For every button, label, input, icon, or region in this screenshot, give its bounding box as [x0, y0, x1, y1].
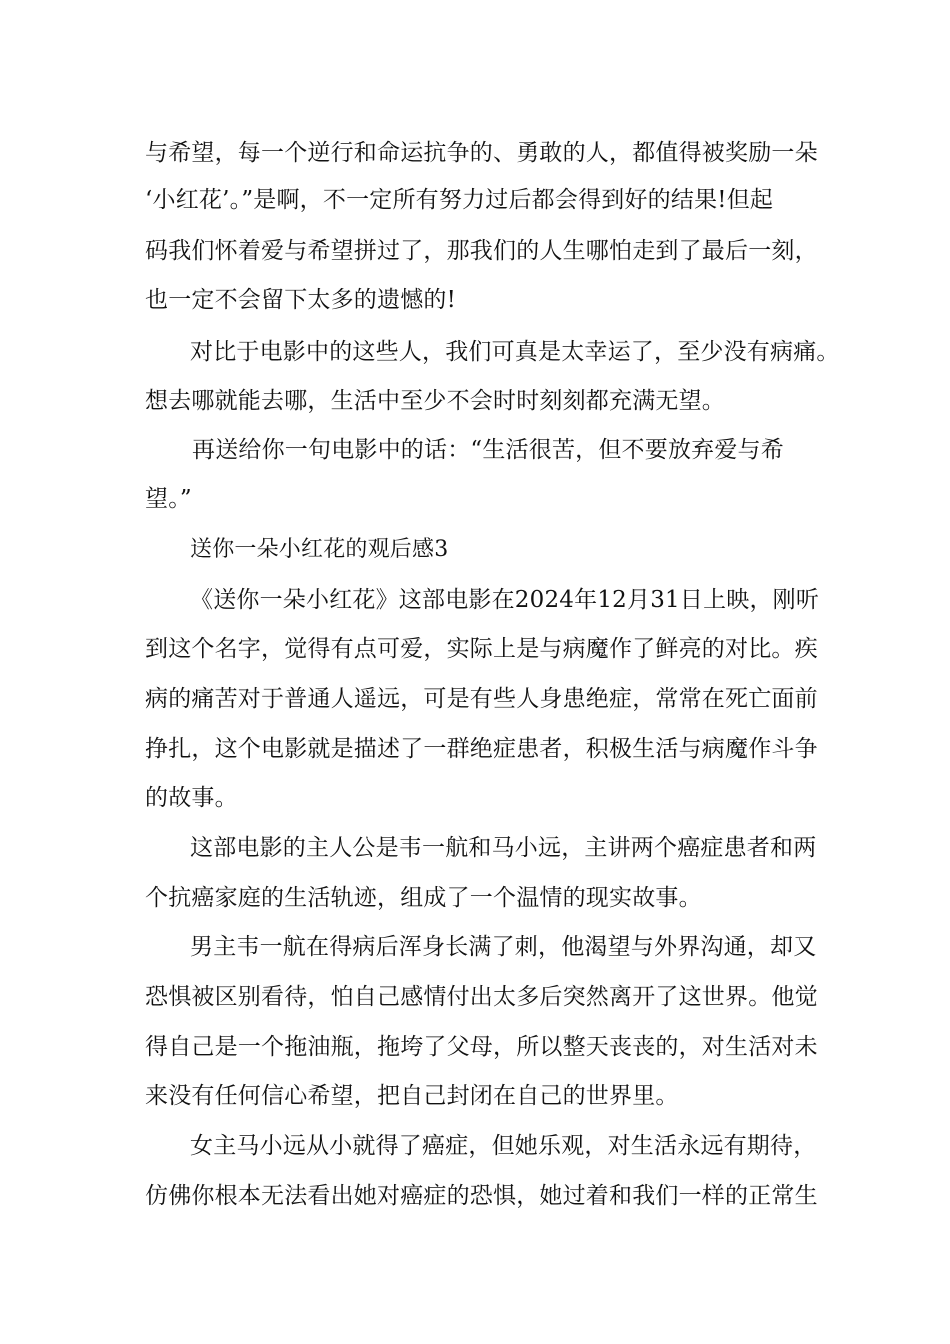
text-line: 病的痛苦对于普通人遥远，可是有些人身患绝症，常常在死亡面前 — [145, 686, 818, 712]
text-line: 恐惧被区别看待，怕自己感情付出太多后突然离开了这世界。他觉 — [145, 984, 818, 1010]
text-line: 挣扎，这个电影就是描述了一群绝症患者，积极生活与病魔作斗争 — [145, 736, 818, 762]
text-line: 《送你一朵小红花》这部电影在2024年12月31日上映，刚听 — [190, 587, 820, 613]
text-line: 想去哪就能去哪，生活中至少不会时时刻刻都充满无望。 — [145, 388, 725, 414]
text-line: 来没有任何信心希望，把自己封闭在自己的世界里。 — [145, 1083, 679, 1109]
text-line: 再送给你一句电影中的话：“生活很苦，但不要放弃爱与希 — [192, 437, 784, 463]
text-line: 也一定不会留下太多的遗憾的! — [145, 287, 457, 313]
text-line: 的故事。 — [145, 785, 238, 811]
text-line: 望。” — [145, 486, 192, 512]
text-line: 个抗癌家庭的生活轨迹，组成了一个温情的现实故事。 — [145, 885, 702, 911]
text-line: ‘小红花’。”是啊，不一定所有努力过后都会得到好的结果!但起 — [145, 187, 774, 213]
text-line: 这部电影的主人公是韦一航和马小远，主讲两个癌症患者和两 — [190, 835, 817, 861]
text-line: 仿佛你根本无法看出她对癌症的恐惧，她过着和我们一样的正常生 — [145, 1183, 818, 1209]
text-line: 得自己是一个拖油瓶，拖垮了父母，所以整天丧丧的，对生活对未 — [145, 1034, 818, 1060]
text-line: 男主韦一航在得病后浑身长满了刺，他渴望与外界沟通，却又 — [190, 934, 817, 960]
text-line: 女主马小远从小就得了癌症，但她乐观，对生活永远有期待， — [190, 1133, 817, 1159]
text-line: 对比于电影中的这些人，我们可真是太幸运了，至少没有病痛。 — [190, 339, 840, 365]
text-line: 到这个名字，觉得有点可爱，实际上是与病魔作了鲜亮的对比。疾 — [145, 636, 818, 662]
section-heading: 送你一朵小红花的观后感3 — [190, 537, 449, 562]
text-line: 码我们怀着爱与希望拼过了，那我们的人生哪怕走到了最后一刻， — [145, 238, 818, 264]
text-line: 与希望，每一个逆行和命运抗争的、勇敢的人，都值得被奖励一朵 — [145, 140, 818, 166]
